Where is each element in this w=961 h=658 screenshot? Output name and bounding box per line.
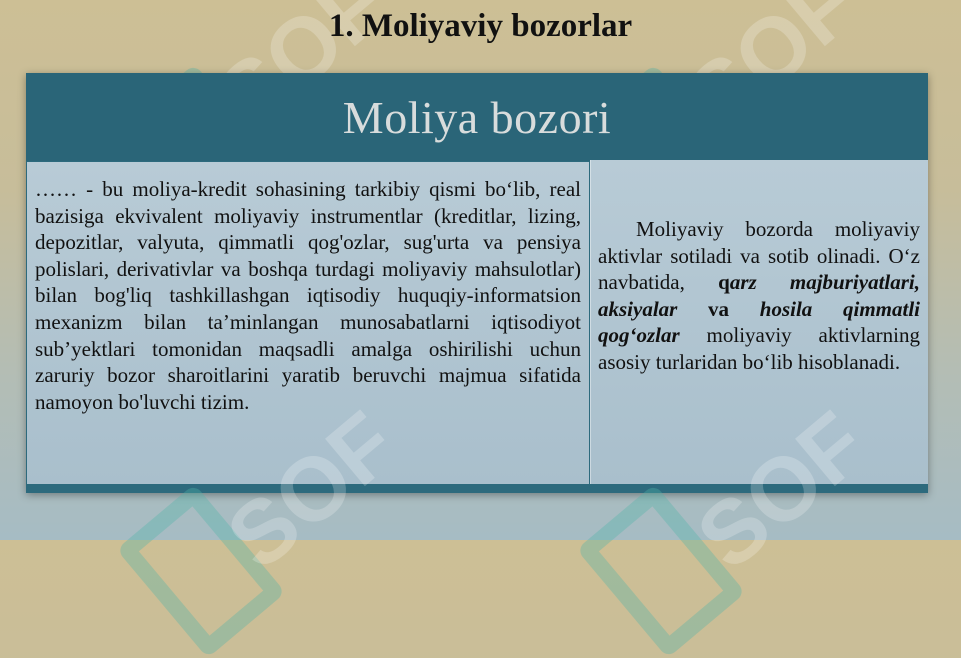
panel-heading: Moliya bozori xyxy=(342,92,612,143)
assets-and: va xyxy=(677,296,760,321)
assets-text-part2: moliyaviy aktivlarning asosiy turlaridan bo‘lib hisoblanadi. xyxy=(598,323,920,374)
watermark-text: SOF xyxy=(679,393,886,589)
definition-text-box xyxy=(27,162,589,484)
assets-q: q xyxy=(718,270,730,295)
watermark-logo-icon xyxy=(576,484,745,658)
watermark-text: SOF xyxy=(209,393,416,589)
panel-header xyxy=(26,73,928,161)
watermark-logo-icon xyxy=(116,484,285,658)
assets-derivatives: hosila qimmatli qog‘ozlar xyxy=(598,296,921,348)
definition-text: …… - bu moliya-kredit sohasining tarkibiy qismi bo‘lib, real bazisiga ekvivalent moliyaviy instrumentlar (kreditlar, lizing, depozitlar, valyuta, qimmatli qog'ozlar, sug'urta va pensiya polislari, derivativlar va boshqa turdagi moliyaviy mahsulotlar) bilan bog'liq tashkillashgan iqtisodiy huquqiy-informatsion mexanizm bilan ta’minlangan munosabatlarni iqtisodiyot sub’yektlari tomonidan maqsadli amalga oshirilishi uchun zaruriy bozor sharoitlarini yaratib beruvchi majmua sifatida namoyon bo'luvchi tizim. xyxy=(35,177,581,414)
assets-text-part1: Moliyaviy bozorda moliyaviy aktivlar sotiladi va sotib olinadi. O‘z navbatida, xyxy=(598,217,920,295)
slide-title: 1. Moliyaviy bozorlar xyxy=(328,8,633,44)
assets-text xyxy=(598,216,920,376)
assets-debt-shares: arz majburiyatlari, aksiyalar xyxy=(598,270,920,321)
assets-text-box xyxy=(590,160,928,484)
